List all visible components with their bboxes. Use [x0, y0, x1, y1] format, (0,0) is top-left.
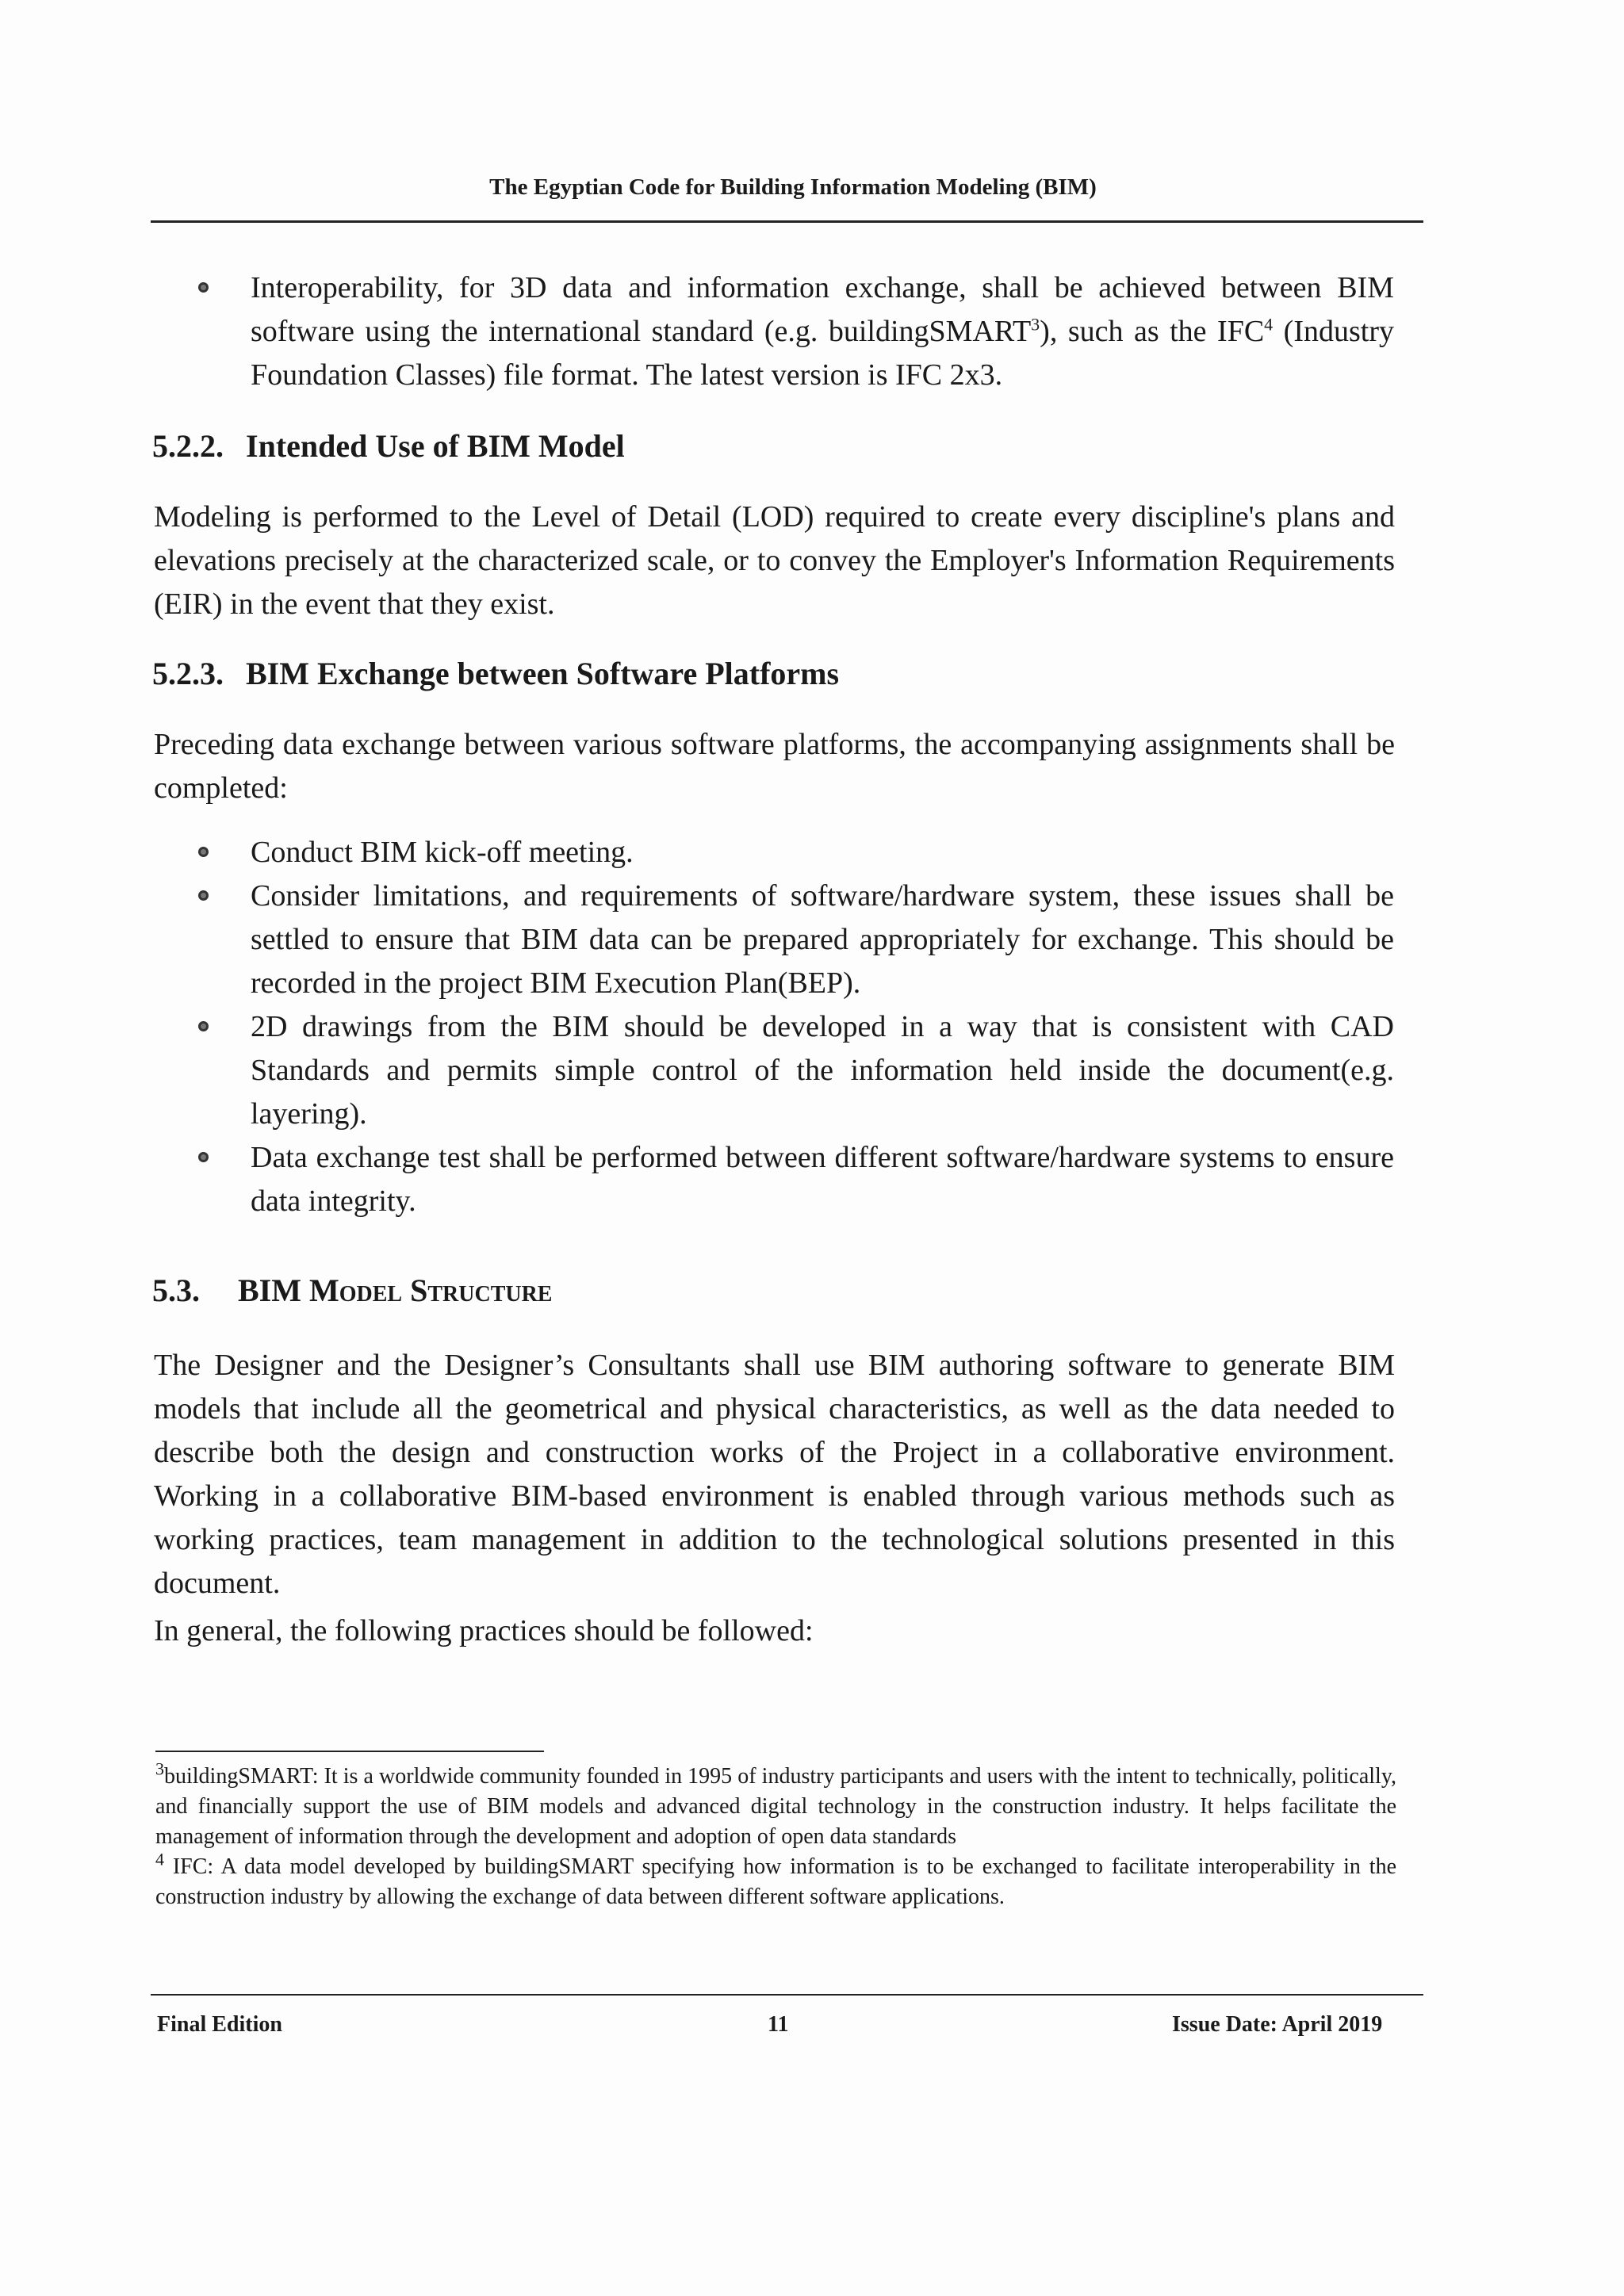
footnote-mark: 4 — [155, 1849, 164, 1869]
footer-rule — [151, 1994, 1423, 1996]
footnote-text: IFC: A data model developed by buildingSMART specifying how information is to be exchanged to facilitate interoperability in the construction industry by allowing the exchange of data between different software applications. — [155, 1854, 1396, 1909]
section-522-paragraph — [154, 496, 1395, 626]
section-523-bullets — [184, 831, 1394, 1223]
section-number: 5.3. — [152, 1272, 200, 1308]
footnote-3 — [155, 1758, 1396, 1852]
paragraph: Preceding data exchange between various software platforms, the accompanying assignments shall be completed: — [154, 728, 1395, 805]
footer-issue-date: Issue Date: April 2019 — [1172, 2012, 1383, 2037]
bullet-text: 2D drawings from the BIM should be developed in a way that is consistent with CAD Standards and permits simple control of the information held inside the document(e.g. layering). — [251, 1010, 1394, 1131]
section-number: 5.2.3. — [152, 656, 224, 691]
page-header-title: The Egyptian Code for Building Information Modeling (BIM) — [489, 174, 1097, 200]
footnote-rule — [155, 1751, 544, 1752]
bullet-icon — [198, 1152, 209, 1162]
bullet-text: Data exchange test shall be performed between different software/hardware systems to ensure data integrity. — [251, 1141, 1394, 1218]
footer-page-number: 11 — [768, 2012, 789, 2037]
bullet-text: Conduct BIM kick-off meeting. — [251, 836, 634, 869]
list-item — [184, 1136, 1394, 1223]
footnote-ref-3[interactable]: 3 — [1031, 314, 1040, 335]
section-heading-523 — [152, 652, 839, 695]
list-item — [184, 1005, 1394, 1136]
footnote-text: buildingSMART: It is a worldwide community founded in 1995 of industry participants and users with the intent to technically, politically, and financially support the use of BIM models and advanced digital technology in the construction industry. It helps facilitate the management of information through the development and adoption of open data standards — [155, 1764, 1396, 1849]
list-item — [184, 266, 1394, 397]
bullet-text: Consider limitations, and requirements of software/hardware system, these issues shall be settled to ensure that BIM data can be prepared appropriately for exchange. This should be recorded in the project BIM Execution Plan(BEP). — [251, 879, 1394, 1000]
bullet-icon — [198, 1021, 209, 1031]
section-523-paragraph — [154, 723, 1395, 810]
footer-edition: Final Edition — [157, 2012, 282, 2037]
bullet-icon — [198, 890, 209, 901]
footnotes — [155, 1758, 1396, 1912]
section-53-paragraph-1 — [154, 1344, 1395, 1605]
paragraph: Modeling is performed to the Level of Detail (LOD) required to create every discipline's plans and elevations precisely at the characterized scale, or to convey the Employer's Information Requirements (EIR) in the event that they exist. — [154, 500, 1395, 621]
bullet-text-post: (Industry Foundation Classes) file format. The latest version is IFC 2x3. — [251, 315, 1394, 392]
bullet-text-pre: Interoperability, for 3D data and information exchange, shall be achieved between BIM software using the international standard (e.g. buildingSMART — [251, 271, 1394, 348]
section-number: 5.2.2. — [152, 428, 224, 464]
section-title: BIM Model Structure — [238, 1272, 553, 1308]
paragraph: In general, the following practices should be followed: — [154, 1614, 814, 1647]
section-title: Intended Use of BIM Model — [246, 428, 625, 464]
bullet-icon — [198, 847, 209, 857]
section-title: BIM Exchange between Software Platforms — [246, 656, 840, 691]
footnote-ref-4[interactable]: 4 — [1264, 314, 1274, 335]
intro-bullet-list — [184, 266, 1394, 397]
section-53-paragraph-2 — [154, 1609, 1395, 1653]
list-item — [184, 831, 1394, 874]
bullet-text-mid: ), such as the IFC — [1040, 315, 1265, 348]
footnote-mark: 3 — [155, 1758, 164, 1779]
section-heading-522 — [152, 424, 625, 468]
bullet-icon — [198, 282, 209, 293]
header-rule — [151, 220, 1423, 223]
footnote-4 — [155, 1849, 1396, 1912]
section-heading-53 — [152, 1269, 552, 1312]
list-item — [184, 874, 1394, 1005]
paragraph: The Designer and the Designer’s Consultants shall use BIM authoring software to generate BIM models that include all the geometrical and physical characteristics, as well as the data needed to describe both the design and construction works of the Project in a collaborative environment. Working in a collaborative BIM-based environment is enabled through various methods such as working practices, team management in addition to the technological solutions presented in this document. — [154, 1349, 1395, 1600]
